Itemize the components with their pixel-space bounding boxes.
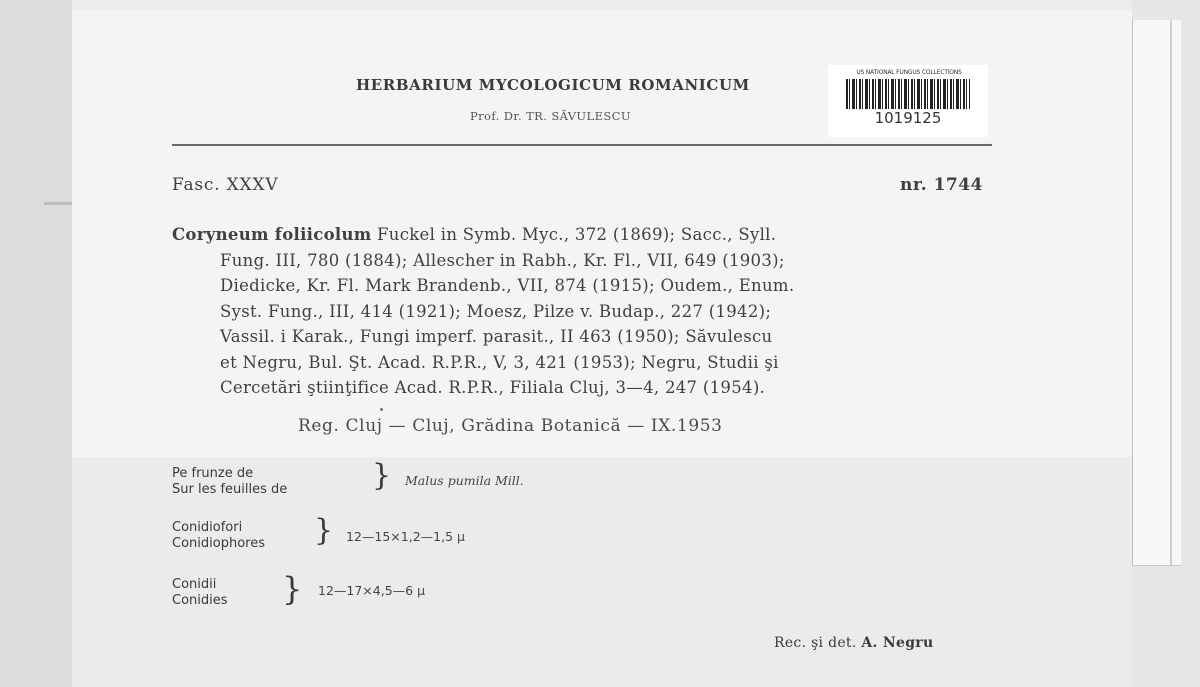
collector-line <box>774 635 933 651</box>
collector-name: A. Negru <box>861 635 934 651</box>
conidia-brace: } <box>282 570 303 608</box>
envelope-flap <box>1132 20 1181 566</box>
barcode-icon <box>846 79 970 109</box>
herbarium-title: HERBARIUM MYCOLOGICUM ROMANICUM <box>356 76 750 94</box>
entry-line-3: Diedicke, Kr. Fl. Mark Brandenb., VII, 874 (1915); Oudem., Enum. <box>220 276 795 295</box>
herbarium-director: Prof. Dr. TR. SĂVULESCU <box>470 109 631 123</box>
host-label-fr: Sur les feuilles de <box>172 482 288 497</box>
conidiophore-label-ro: Conidiofori <box>172 520 243 535</box>
fascicle: Fasc. XXXV <box>172 175 279 195</box>
host-label <box>172 466 287 498</box>
conidiophore-label-fr: Conidiophores <box>172 536 265 551</box>
barcode-label <box>828 65 988 137</box>
conidiophore-brace: } <box>314 513 334 548</box>
locality: Reg. Cluj — Cluj, Grădina Botanică — IX.1953 <box>298 416 723 436</box>
ink-speck <box>380 408 383 411</box>
entry-line-6: et Negru, Bul. Şt. Acad. R.P.R., V, 3, 421 (1953); Negru, Studii şi <box>220 352 779 372</box>
entry-line-2: Fung. III, 780 (1884); Allescher in Rabh., Kr. Fl., VII, 649 (1903); <box>220 250 785 270</box>
entry-line-4: Syst. Fung., III, 414 (1921); Moesz, Pilze v. Budap., 227 (1942); <box>220 301 772 321</box>
specimen-number: nr. 1744 <box>900 175 983 195</box>
conidiophore-label <box>172 520 265 552</box>
background-left <box>0 0 72 687</box>
header-rule <box>172 144 992 146</box>
entry-line-7: Cercetări ştiinţifice Acad. R.P.R., Filiala Cluj, 3—4, 247 (1954). <box>220 378 766 397</box>
sheet-edge-mark <box>44 202 72 205</box>
barcode-caption: US NATIONAL FUNGUS COLLECTIONS <box>856 69 962 76</box>
conidia-label <box>172 577 228 609</box>
taxonomic-entry <box>172 222 992 401</box>
conidiophore-size: 12—15×1,2—1,5 μ <box>346 529 465 544</box>
entry-citation: Fuckel in Symb. Myc., 372 (1869); Sacc., Syll. <box>371 225 777 244</box>
host-species: Malus pumila Mill. <box>405 473 524 488</box>
conidia-size: 12—17×4,5—6 μ <box>318 583 426 598</box>
barcode-number: 1019125 <box>874 109 942 127</box>
entry-line-1 <box>172 222 992 248</box>
host-brace: } <box>372 458 392 493</box>
entry-line-5: Vassil. i Karak., Fungi imperf. parasit., II 463 (1950); Săvulescu <box>220 327 773 346</box>
conidia-label-ro: Conidii <box>172 577 217 592</box>
envelope-fold <box>1170 20 1172 565</box>
conidia-label-fr: Conidies <box>172 593 228 608</box>
species-name: Coryneum foliicolum <box>172 225 372 244</box>
host-label-ro: Pe frunze de <box>172 466 254 481</box>
collector-prefix: Rec. şi det. <box>774 635 857 651</box>
